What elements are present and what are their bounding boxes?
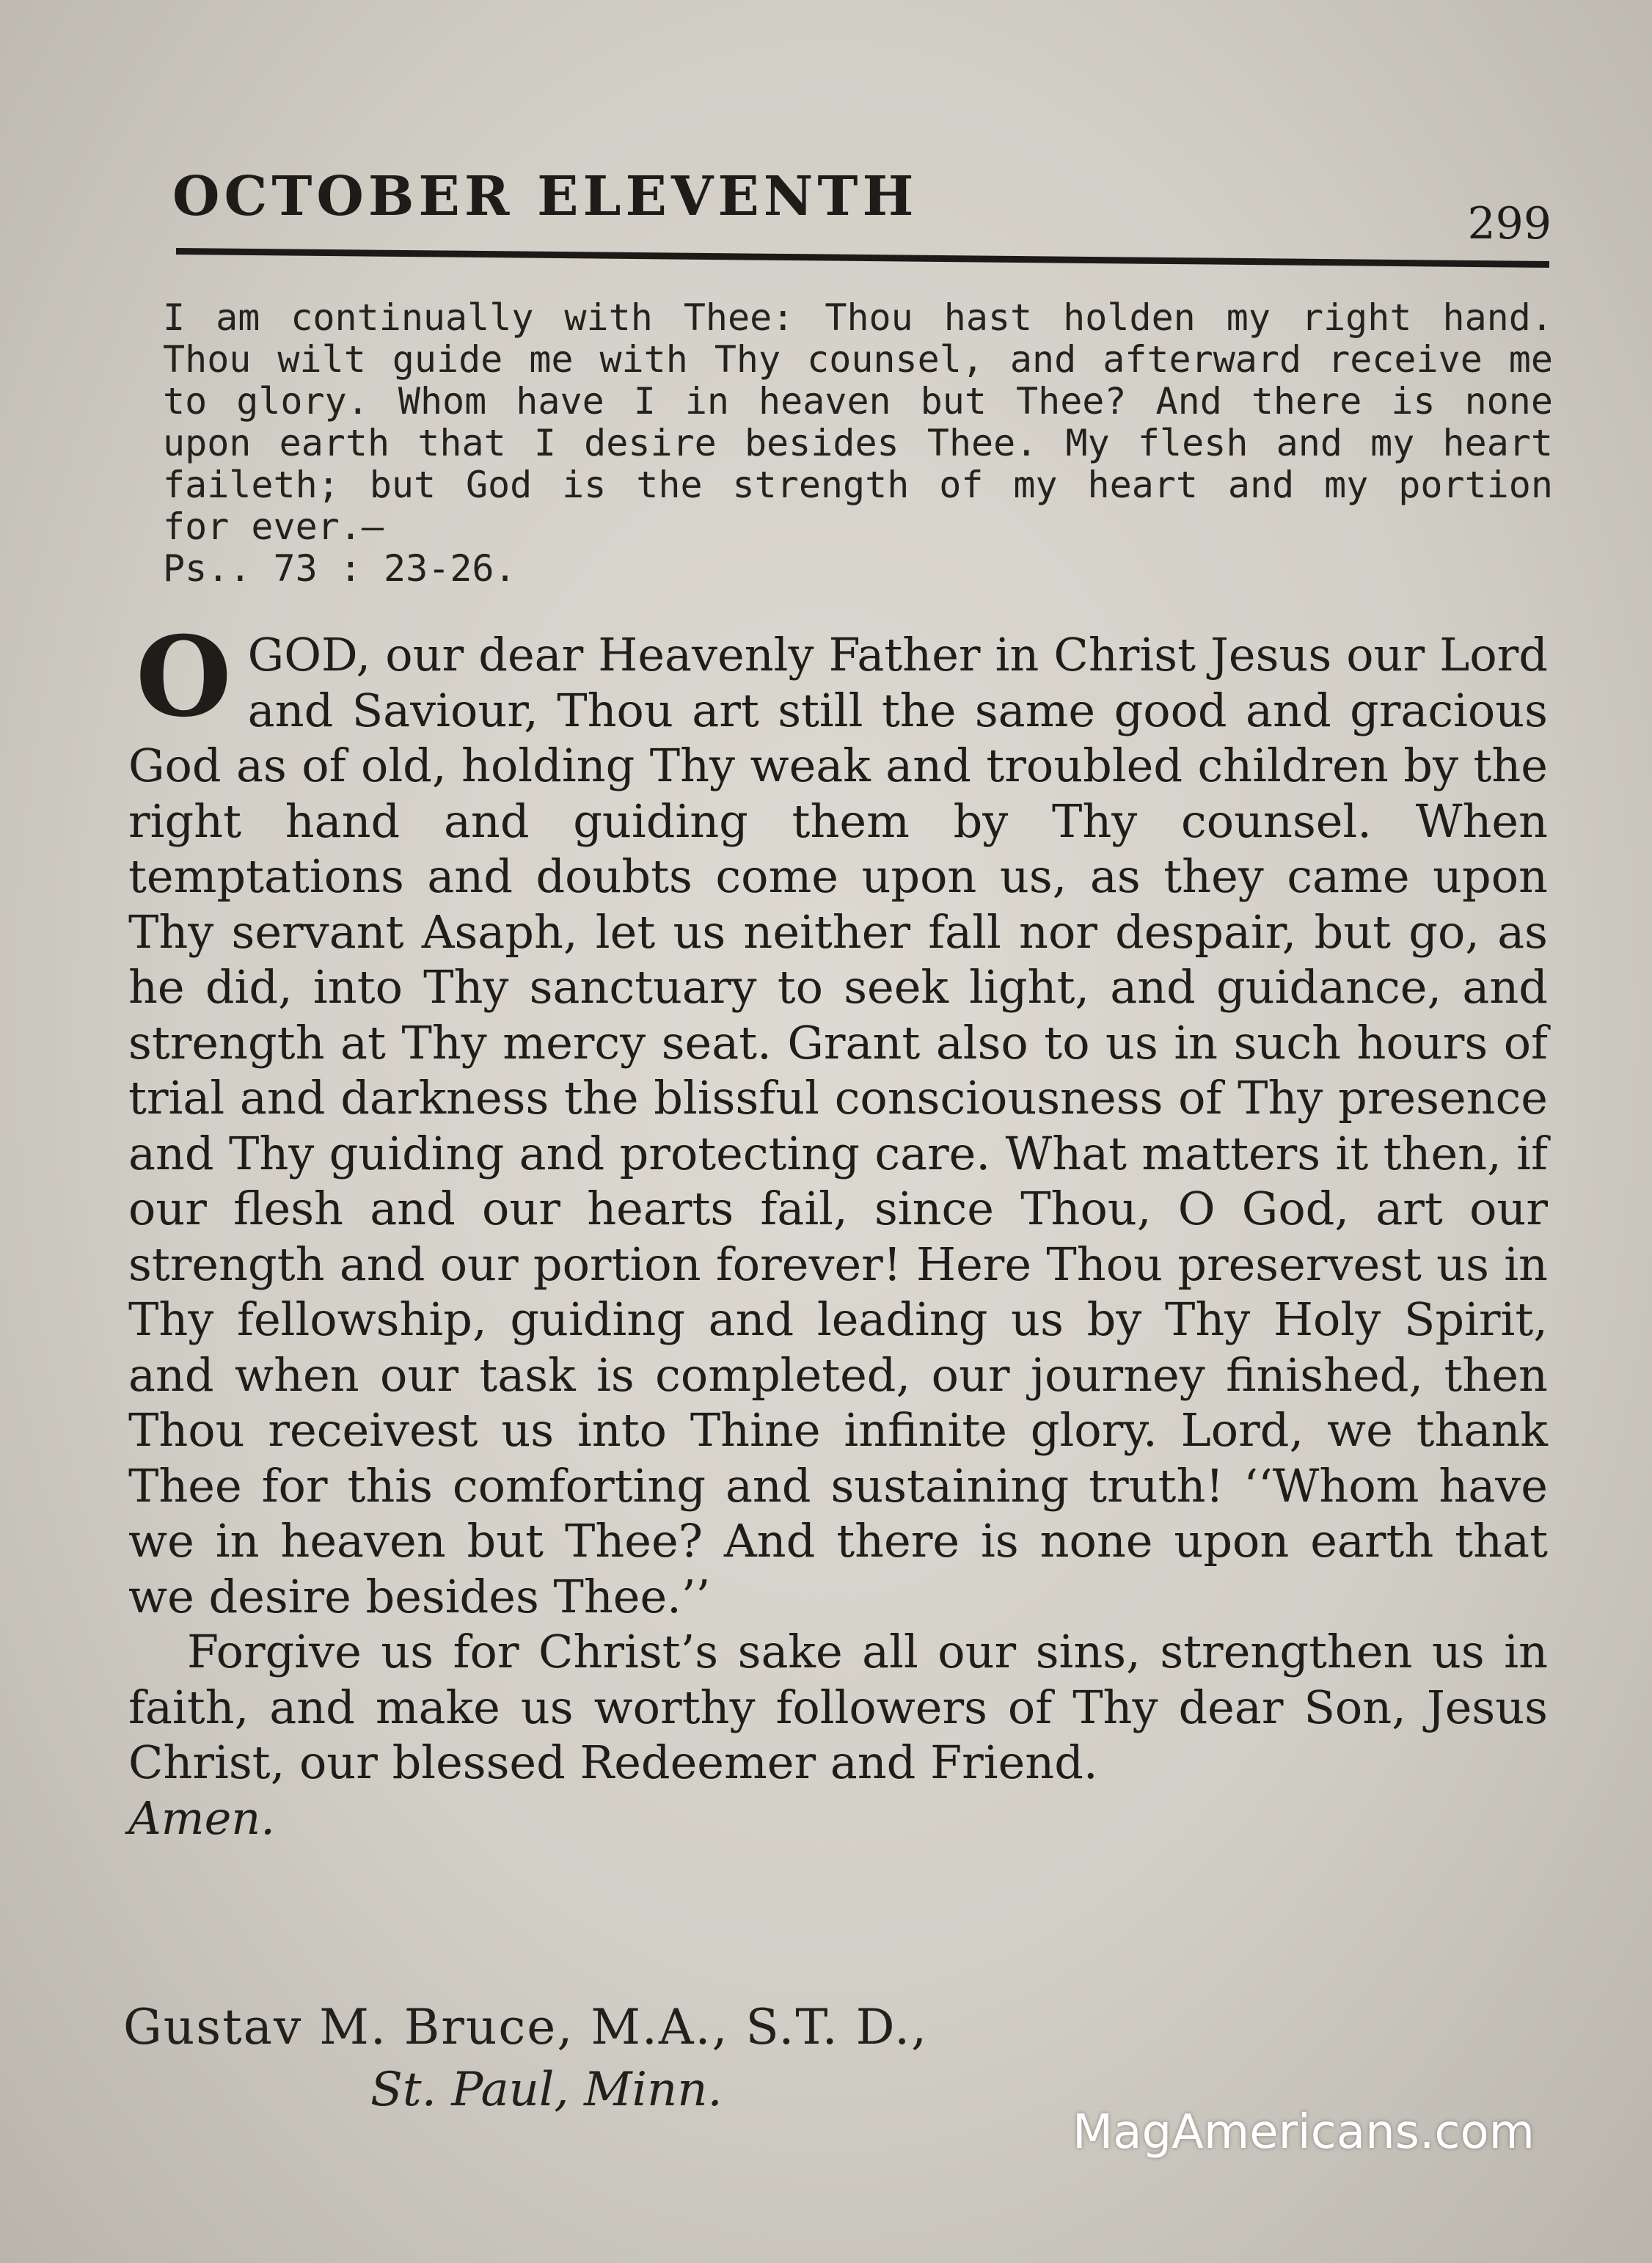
drop-cap: O	[136, 613, 232, 742]
page-number: 299	[1467, 198, 1552, 249]
site-watermark: MagAmericans.com	[1072, 2105, 1535, 2160]
epigraph-text: I am continually with Thee: Thou hast holden my right hand. Thou wilt guide me with Thy counsel, and afterward receive me to glory. Whom have I in heaven but Thee? And there is none upon earth that I desire besides Thee. My flesh and my heart faileth; but God is the strength of my heart and my portion for ever.—	[163, 296, 1553, 548]
prayer-paragraph-2: Forgive us for Christ’s sake all our sins, strengthen us in faith, and make us worthy followers of Thy dear Son, Jesus Christ, our blessed Redeemer and Friend.	[128, 1625, 1548, 1789]
prayer-paragraph-1-text: GOD, our dear Heavenly Father in Christ Jesus our Lord and Saviour, Thou art still the same good and gracious God as of old, holding Thy weak and troubled children by the right hand and guiding them by Thy counsel. When temptations and doubts come upon us, as they came upon Thy servant Asaph, let us neither fall nor despair, but go, as he did, into Thy sanctuary to seek light, and guidance, and strength at Thy mercy seat. Grant also to us in such hours of trial and darkness the blissful consciousness of Thy presence and Thy guiding and protecting care. What matters it then, if our flesh and our hearts fail, since Thou, O God, art our strength and our portion forever! Here Thou preservest us in Thy fellowship, guiding and leading us by Thy Holy Spirit, and when our task is completed, our journey finished, then Thou receivest us into Thine infinite glory. Lord, we thank Thee for this comforting and sustaining truth! ‘‘Whom have we in heaven but Thee? And there is none upon earth that we desire besides Thee.’’	[128, 628, 1548, 1623]
scripture-epigraph	[163, 297, 1553, 590]
epigraph-citation: Ps.. 73 : 23-26.	[163, 547, 516, 590]
page-title: OCTOBER ELEVENTH	[172, 165, 918, 228]
amen: Amen.	[128, 1791, 275, 1845]
prayer-paragraph-1	[128, 613, 1548, 1624]
prayer-body	[128, 613, 1548, 1846]
page-header	[172, 150, 1552, 249]
author-signature: Gustav M. Bruce, M.A., S.T. D.,	[123, 1999, 929, 2055]
header-rule	[176, 248, 1549, 268]
author-location: St. Paul, Minn.	[370, 2063, 723, 2117]
